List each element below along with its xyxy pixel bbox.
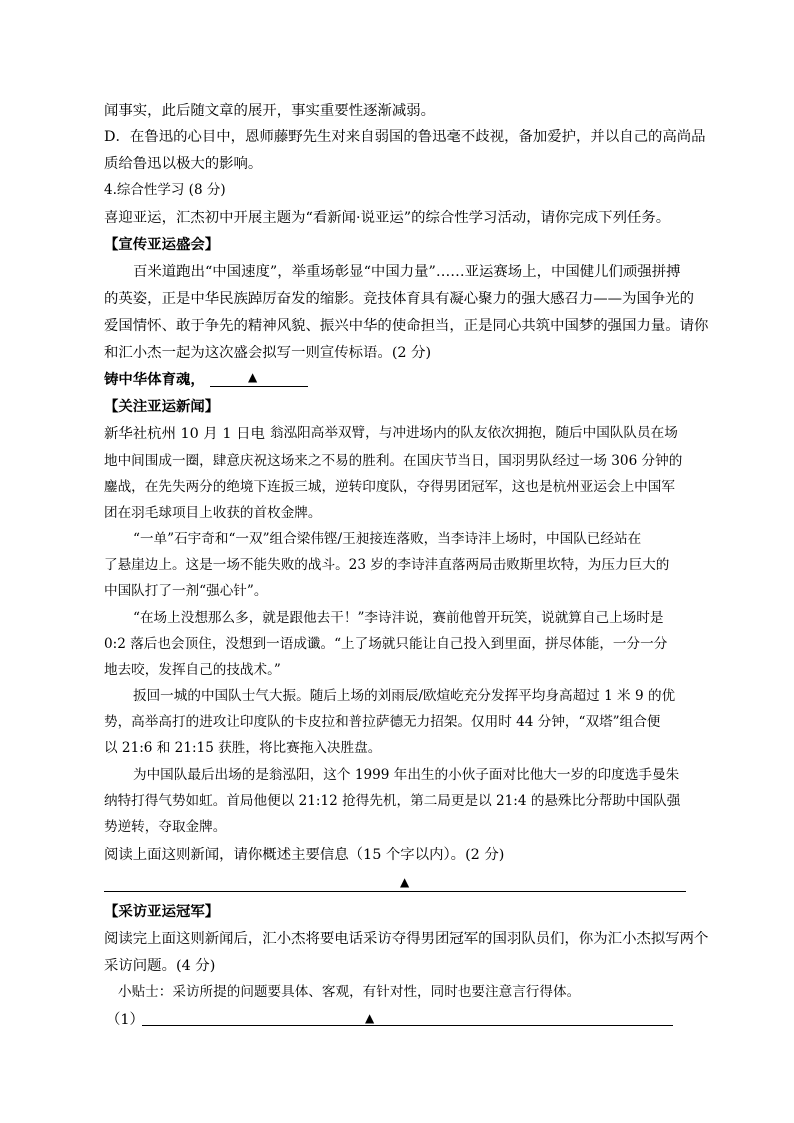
news-line: 以 21:6 和 21:15 获胜，将比赛拖入决胜盘。	[104, 740, 382, 756]
news-line: 地去咬，发挥自己的技战术。”	[104, 662, 281, 678]
answer-line[interactable]	[104, 891, 686, 892]
news-line: 鏖战，在先失两分的绝境下连扳三城，逆转印度队，夺得男团冠军，这也是杭州亚运会上中国军	[104, 479, 675, 495]
section-heading: 【宣传亚运盛会】	[104, 236, 220, 253]
section-heading: 【关注亚运新闻】	[104, 398, 220, 415]
text-line: 质给鲁迅以极大的影响。	[104, 156, 263, 172]
text-line: D．在鲁迅的心目中，恩师藤野先生对来自弱国的鲁迅毫不歧视，备加爱护，并以自己的高尚品	[104, 129, 706, 145]
news-line: 纳特打得气势如虹。首局他便以 21:12 抢得先机，第二局更是以 21:4 的悬殊比分帮助中国队强	[104, 793, 681, 809]
slogan-prefix: 铸中华体育魂，	[104, 371, 205, 388]
text-line: 阅读完上面这则新闻后，汇小杰将要电话采访夺得男团冠军的国羽队员们，你为汇小杰拟写两个	[104, 931, 709, 947]
news-line: 中国队打了一剂“强心针”。	[104, 583, 268, 599]
triangle-marker-icon: ▲	[400, 875, 410, 889]
news-line: 团在羽毛球项目上收获的首枚金牌。	[104, 505, 322, 521]
news-line: 0:2 落后也会顶住，没想到一语成谶。“上了场就只能让自己投入到里面，拼尽体能，一分一分	[104, 636, 668, 652]
news-dateline: 新华社杭州 10 月 1 日电	[104, 426, 265, 442]
question-text: 阅读上面这则新闻，请你概述主要信息（15 个字以内）。(2 分)	[104, 847, 505, 863]
text-line: 的英姿，正是中华民族踔厉奋发的缩影。竞技体育具有凝心聚力的强大感召力——为国争光的	[104, 291, 695, 307]
section-heading: 【采访亚运冠军】	[104, 903, 220, 920]
news-line: “在场上没想那么多，就是跟他去干！”李诗沣说，赛前他曾开玩笑，说就算自己上场时是	[133, 610, 664, 626]
question-title: 4.综合性学习 (8 分)	[104, 182, 226, 198]
news-line: 扳回一城的中国队士气大振。随后上场的刘雨辰/欧煊屹充分发挥平均身高超过 1 米 9 的优	[133, 688, 676, 704]
news-line: 势，高举高打的进攻让印度队的卡皮拉和普拉萨德无力招架。仅用时 44 分钟，“双塔”组合便	[104, 714, 661, 730]
item-number: （1）	[106, 1012, 144, 1028]
triangle-marker-icon: ▲	[248, 370, 258, 384]
text-line: 闻事实，此后随文章的展开，事实重要性逐渐减弱。	[104, 103, 435, 119]
triangle-marker-icon: ▲	[365, 1011, 375, 1025]
news-line: 势逆转，夺取金牌。	[104, 819, 227, 835]
text-line: 采访问题。(4 分)	[104, 958, 216, 974]
news-line: 地中间围成一圈，肆意庆祝这场来之不易的胜利。在国庆节当日，国羽男队经过一场 306 分钟的	[104, 453, 683, 469]
text-line: 爱国情怀、敢于争先的精神风貌、振兴中华的使命担当，正是同心共筑中国梦的强国力量。请你	[104, 318, 709, 334]
tip-text: 小贴士：采访所提的问题要具体、客观，有针对性，同时也要注意言行得体。	[118, 984, 581, 1000]
news-line: 了悬崖边上。这是一场不能失败的战斗。23 岁的李诗沣直落两局击败斯里坎特，为压力巨大的	[104, 557, 670, 573]
news-line: 翁泓阳高举双臂，与冲进场内的队友依次拥抱，随后中国队队员在场	[270, 425, 678, 441]
text-line: 百米道跑出“中国速度”，举重场彰显“中国力量”……亚运赛场上，中国健儿们顽强拼搏	[133, 264, 681, 280]
news-line: 为中国队最后出场的是翁泓阳，这个 1999 年出生的小伙子面对比他大一岁的印度选手曼朱	[133, 767, 680, 783]
news-line: “一单”石宇奇和“一双”组合梁伟铿/王昶接连落败，当李诗沣上场时，中国队已经站在	[133, 531, 642, 547]
answer-line[interactable]	[210, 386, 308, 387]
text-line: 和汇小杰一起为这次盛会拟写一则宣传标语。(2 分)	[104, 345, 432, 361]
answer-line[interactable]	[142, 1025, 673, 1026]
question-intro: 喜迎亚运，汇杰初中开展主题为“看新闻·说亚运”的综合性学习活动，请你完成下列任务。	[104, 210, 671, 226]
